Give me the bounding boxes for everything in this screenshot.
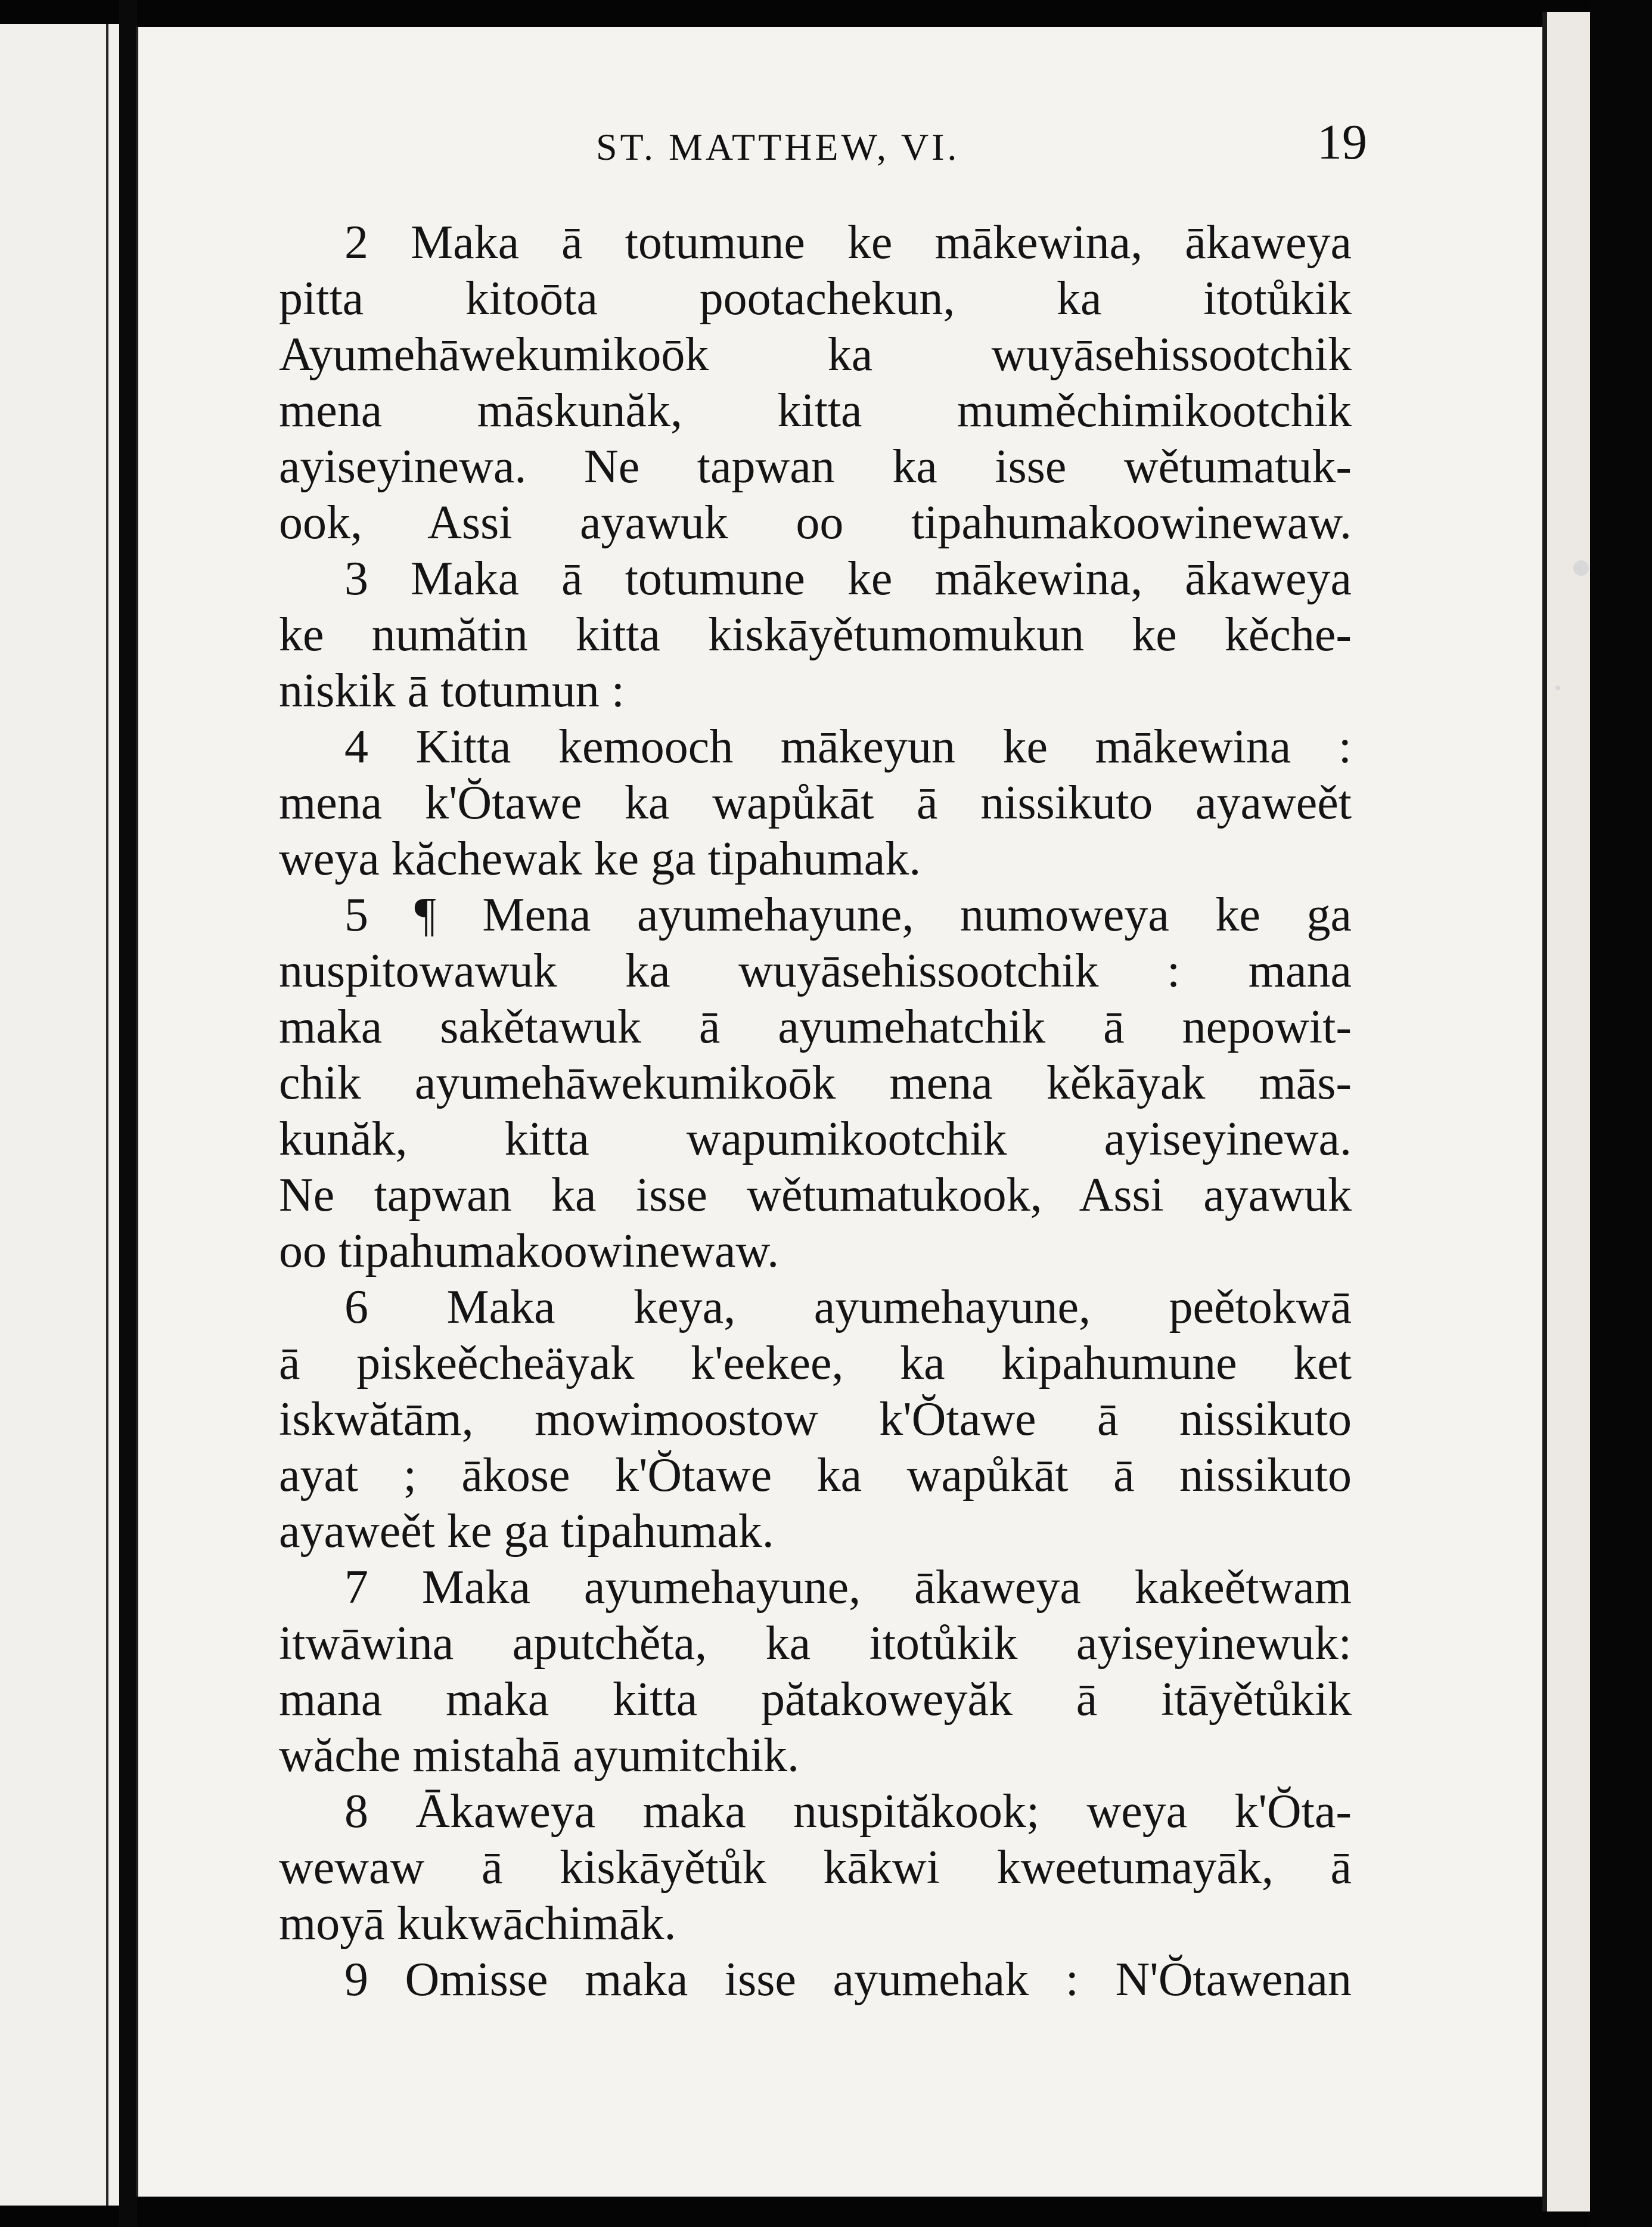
text-line: itwāwina aputchěta, ka itotůkik ayiseyinewuk: xyxy=(279,1617,1352,1670)
running-header: ST. MATTHEW, VI. xyxy=(596,126,960,168)
text-line: Ayumehāwekumikoōk ka wuyāsehissootchik xyxy=(279,328,1352,381)
text-line: ayaweět ke ga tipahumak. xyxy=(279,1505,774,1558)
text-line: chik ayumehāwekumikoōk mena kěkāyak mās- xyxy=(279,1057,1352,1109)
text-line: 2 Maka ā totumune ke mākewina, ākaweya xyxy=(344,216,1352,269)
text-line: ook, Assi ayawuk oo tipahumakoowinewaw. xyxy=(279,497,1352,549)
text-line: weya kăchewak ke ga tipahumak. xyxy=(279,833,921,885)
text-line: Ne tapwan ka isse wětumatukook, Assi ayawuk xyxy=(279,1169,1352,1221)
text-line: moyā kukwāchimāk. xyxy=(279,1897,676,1950)
scan-speck xyxy=(1555,686,1560,690)
text-line: ā piskeěcheäyak k'eekee, ka kipahumune ket xyxy=(279,1337,1352,1389)
text-line: pitta kitoōta pootachekun, ka itotůkik xyxy=(279,272,1352,325)
facing-page-rule xyxy=(106,24,108,2206)
text-line: maka sakětawuk ā ayumehatchik ā nepowit- xyxy=(279,1001,1352,1053)
text-line: 6 Maka keya, ayumehayune, peětokwā xyxy=(344,1281,1352,1333)
text-line: 9 Omisse maka isse ayumehak : N'Ŏtawenan xyxy=(344,1953,1352,2006)
text-line: wăche mistahā ayumitchik. xyxy=(279,1729,800,1782)
verse-text-block xyxy=(279,215,1352,2008)
scan-background xyxy=(1590,0,1652,2227)
text-line: oo tipahumakoowinewaw. xyxy=(279,1225,780,1277)
text-line: 4 Kitta kemooch mākeyun ke mākewina : xyxy=(344,721,1352,773)
text-line: niskik ā totumun : xyxy=(279,665,625,717)
text-line: 5 ¶ Mena ayumehayune, numoweya ke ga xyxy=(344,889,1352,941)
text-line: ayat ; ākose k'Ŏtawe ka wapůkāt ā nissikuto xyxy=(279,1449,1352,1502)
text-line: wewaw ā kiskāyětůk kākwi kweetumayāk, ā xyxy=(279,1841,1352,1894)
text-line: ayiseyinewa. Ne tapwan ka isse wětumatuk- xyxy=(279,441,1352,493)
text-line: mena k'Ŏtawe ka wapůkāt ā nissikuto ayaweět xyxy=(279,777,1352,829)
text-line: nuspitowawuk ka wuyāsehissootchik : mana xyxy=(279,945,1352,997)
scan-speck xyxy=(1573,560,1589,576)
text-line: 3 Maka ā totumune ke mākewina, ākaweya xyxy=(344,553,1352,605)
facing-page-edge xyxy=(0,24,123,2206)
text-line: kunăk, kitta wapumikootchik ayiseyinewa. xyxy=(279,1113,1352,1165)
text-line: mena māskunăk, kitta muměchimikootchik xyxy=(279,384,1352,437)
text-line: iskwătām, mowimoostow k'Ŏtawe ā nissikuto xyxy=(279,1393,1352,1446)
book-gutter xyxy=(119,0,137,2227)
text-line: 7 Maka ayumehayune, ākaweya kakeětwam xyxy=(344,1561,1352,1614)
text-line: mana maka kitta pătakoweyăk ā itāyětůkik xyxy=(279,1673,1352,1726)
text-line: 8 Ākaweya maka nuspităkook; weya k'Ŏta- xyxy=(344,1785,1352,1838)
text-line: ke numătin kitta kiskāyětumomukun ke kěche- xyxy=(279,609,1352,661)
page-number: 19 xyxy=(1317,114,1367,170)
